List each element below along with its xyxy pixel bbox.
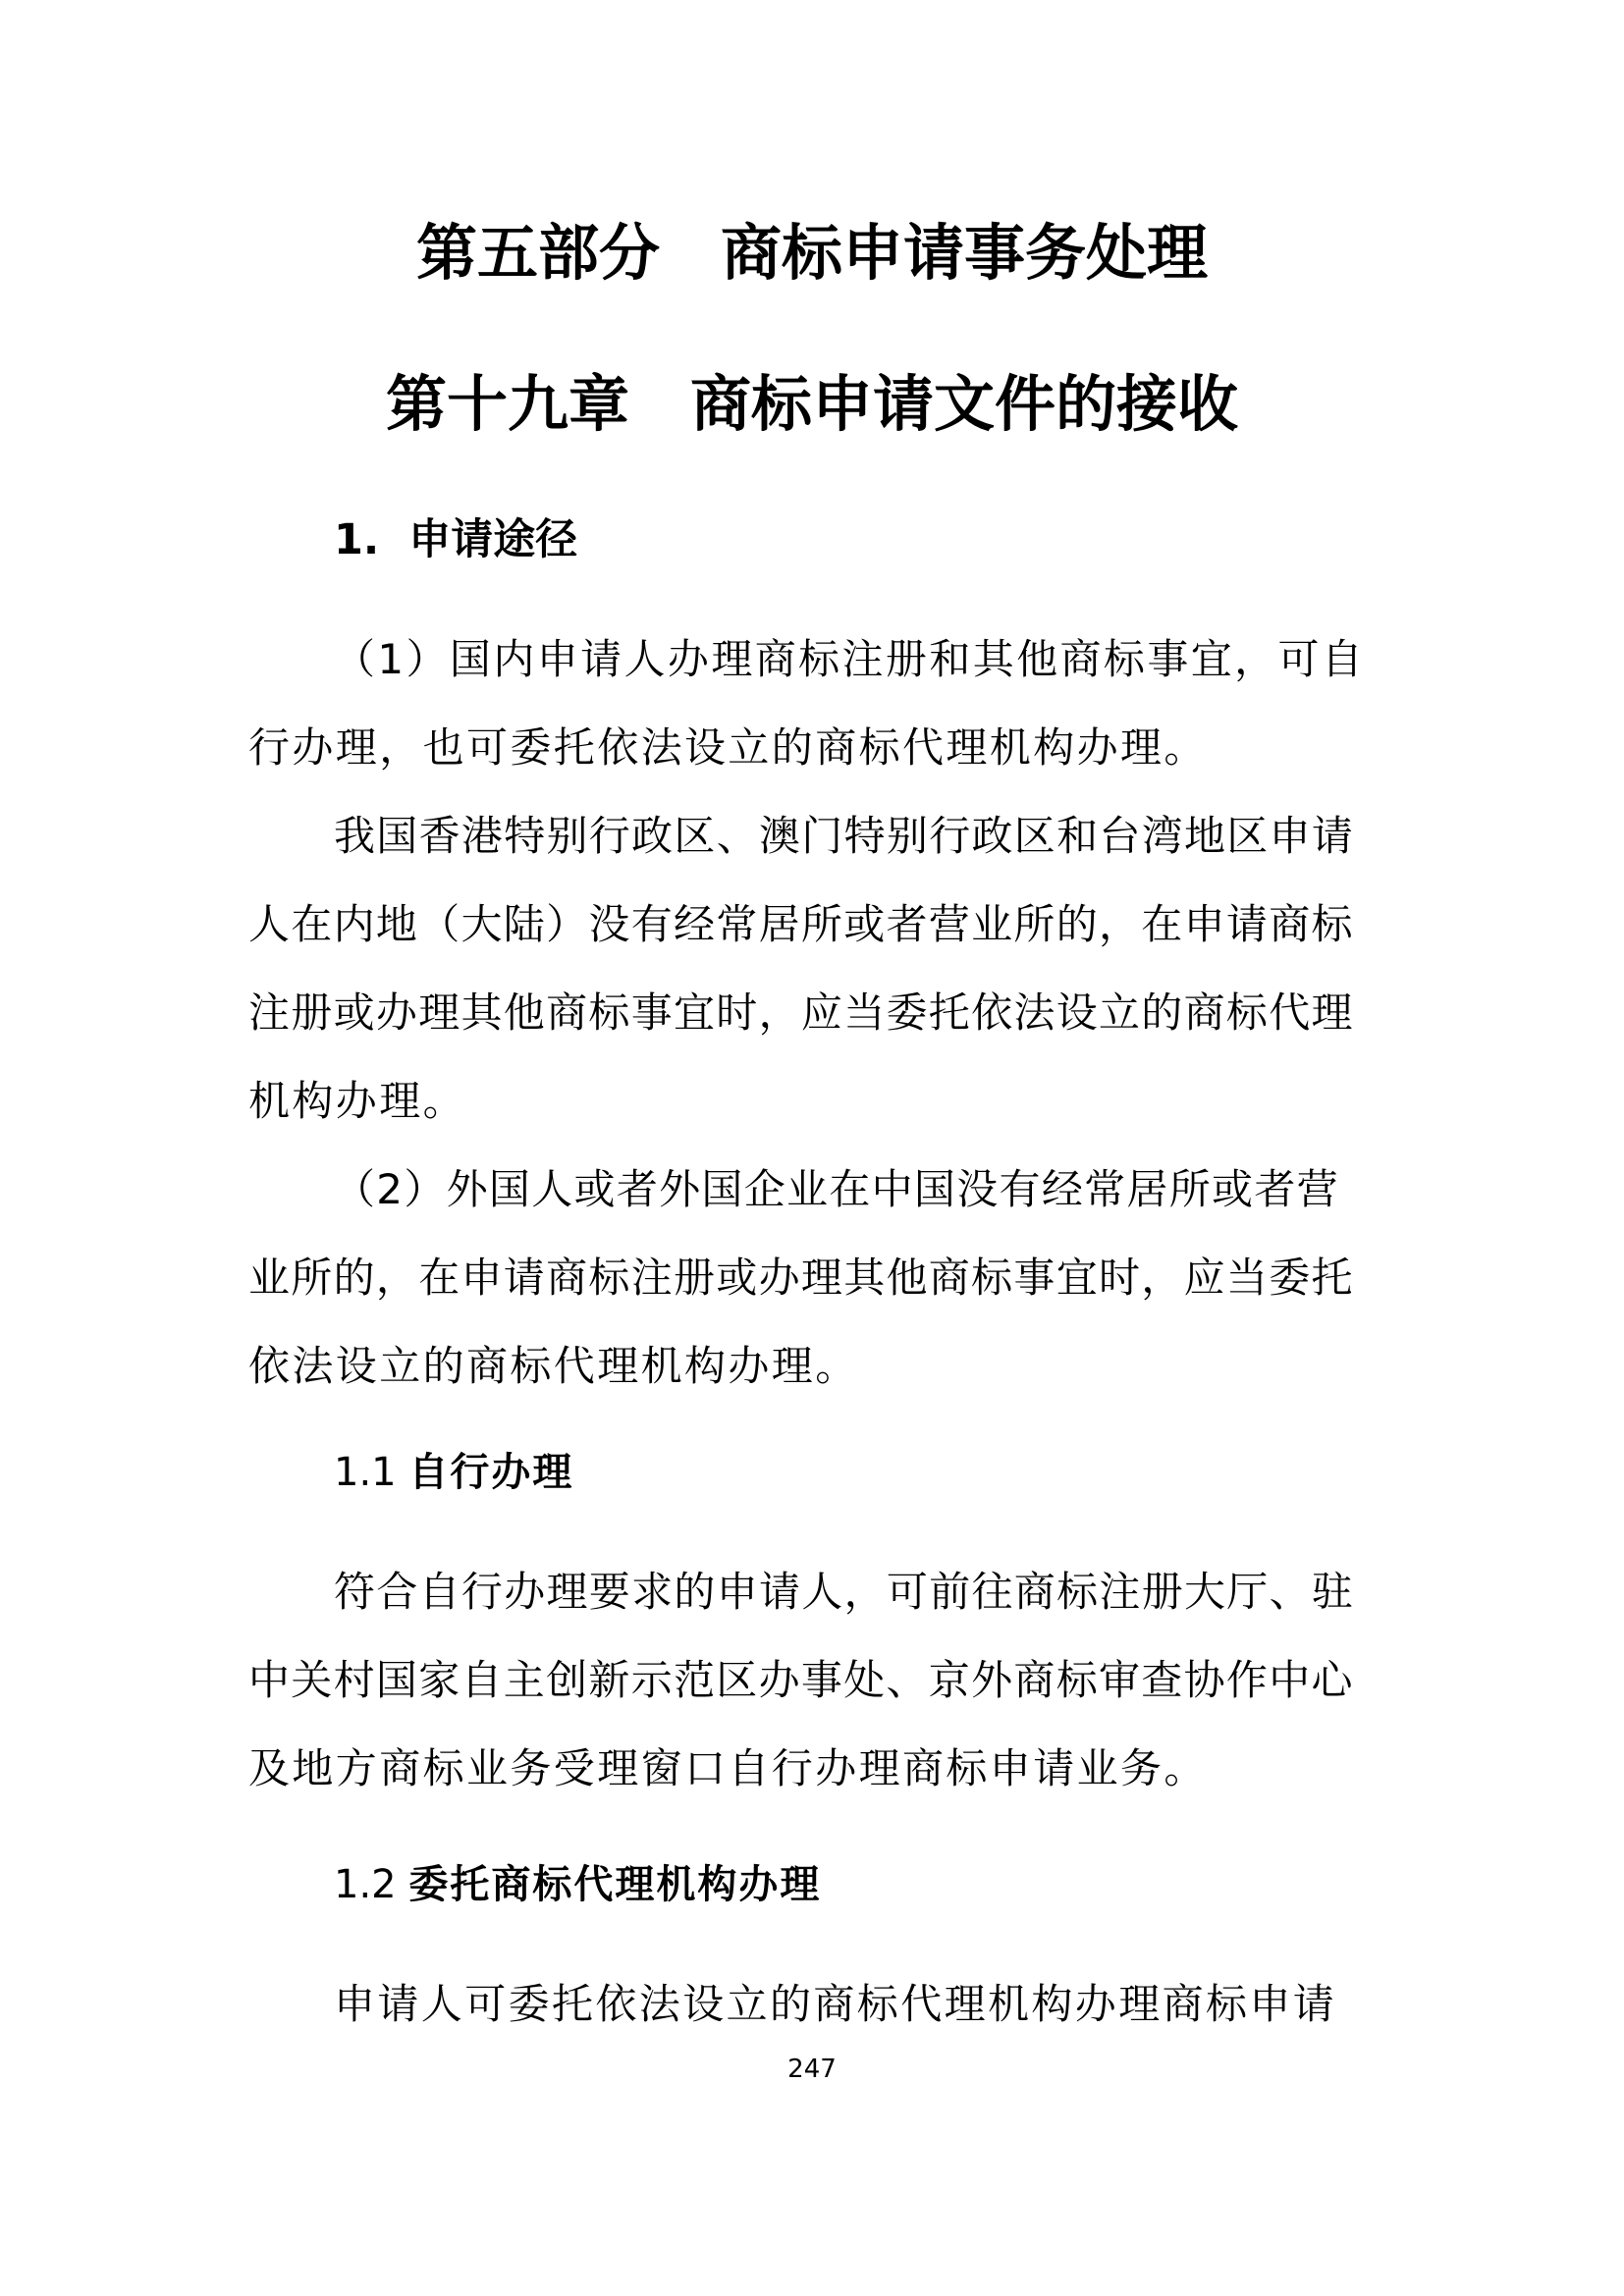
paragraph-line: 我国香港特别行政区、澳门特别行政区和台湾地区申请 (334, 812, 1355, 860)
paragraph-line: 依法设立的商标代理机构办理。 (248, 1342, 859, 1390)
chapter-title: 第十九章 商标申请文件的接收 (385, 368, 1238, 440)
paragraph-line: 及地方商标业务受理窗口自行办理商标申请业务。 (248, 1744, 1208, 1792)
section-title: 自行办理 (408, 1450, 574, 1495)
paragraph-line: 符合自行办理要求的申请人，可前往商标注册大厅、驻 (334, 1568, 1355, 1616)
section-title: 申请途径 (408, 515, 578, 564)
paragraph-line: 申请人可委托依法设立的商标代理机构办理商标申请 (334, 1980, 1337, 2028)
paragraph-line: 机构办理。 (248, 1077, 467, 1125)
paragraph-line: 行办理，也可委托依法设立的商标代理机构办理。 (248, 723, 1208, 772)
section-number: 1.2 (334, 1862, 397, 1907)
paragraph-line: 业所的，在申请商标注册或办理其他商标事宜时，应当委托 (248, 1254, 1354, 1302)
section-heading-1-1 (334, 1443, 573, 1502)
section-heading-1 (334, 510, 577, 569)
section-heading-1-2 (334, 1855, 821, 1914)
part-title: 第五部分 商标申请事务处理 (415, 217, 1208, 289)
section-number: 1.1 (334, 1450, 397, 1495)
paragraph-line: （1）国内申请人办理商标注册和其他商标事宜，可自 (334, 635, 1366, 683)
paragraph-line: 人在内地（大陆）没有经常居所或者营业所的，在申请商标 (248, 900, 1354, 948)
section-title: 委托商标代理机构办理 (408, 1862, 822, 1907)
page-number: 247 (787, 2055, 837, 2084)
paragraph-line: 注册或办理其他商标事宜时，应当委托依法设立的商标代理 (248, 988, 1354, 1037)
paragraph-line: （2）外国人或者外国企业在中国没有经常居所或者营 (334, 1165, 1339, 1213)
paragraph-line: 中关村国家自主创新示范区办事处、京外商标审查协作中心 (248, 1656, 1354, 1704)
section-number: 1. (334, 515, 380, 564)
